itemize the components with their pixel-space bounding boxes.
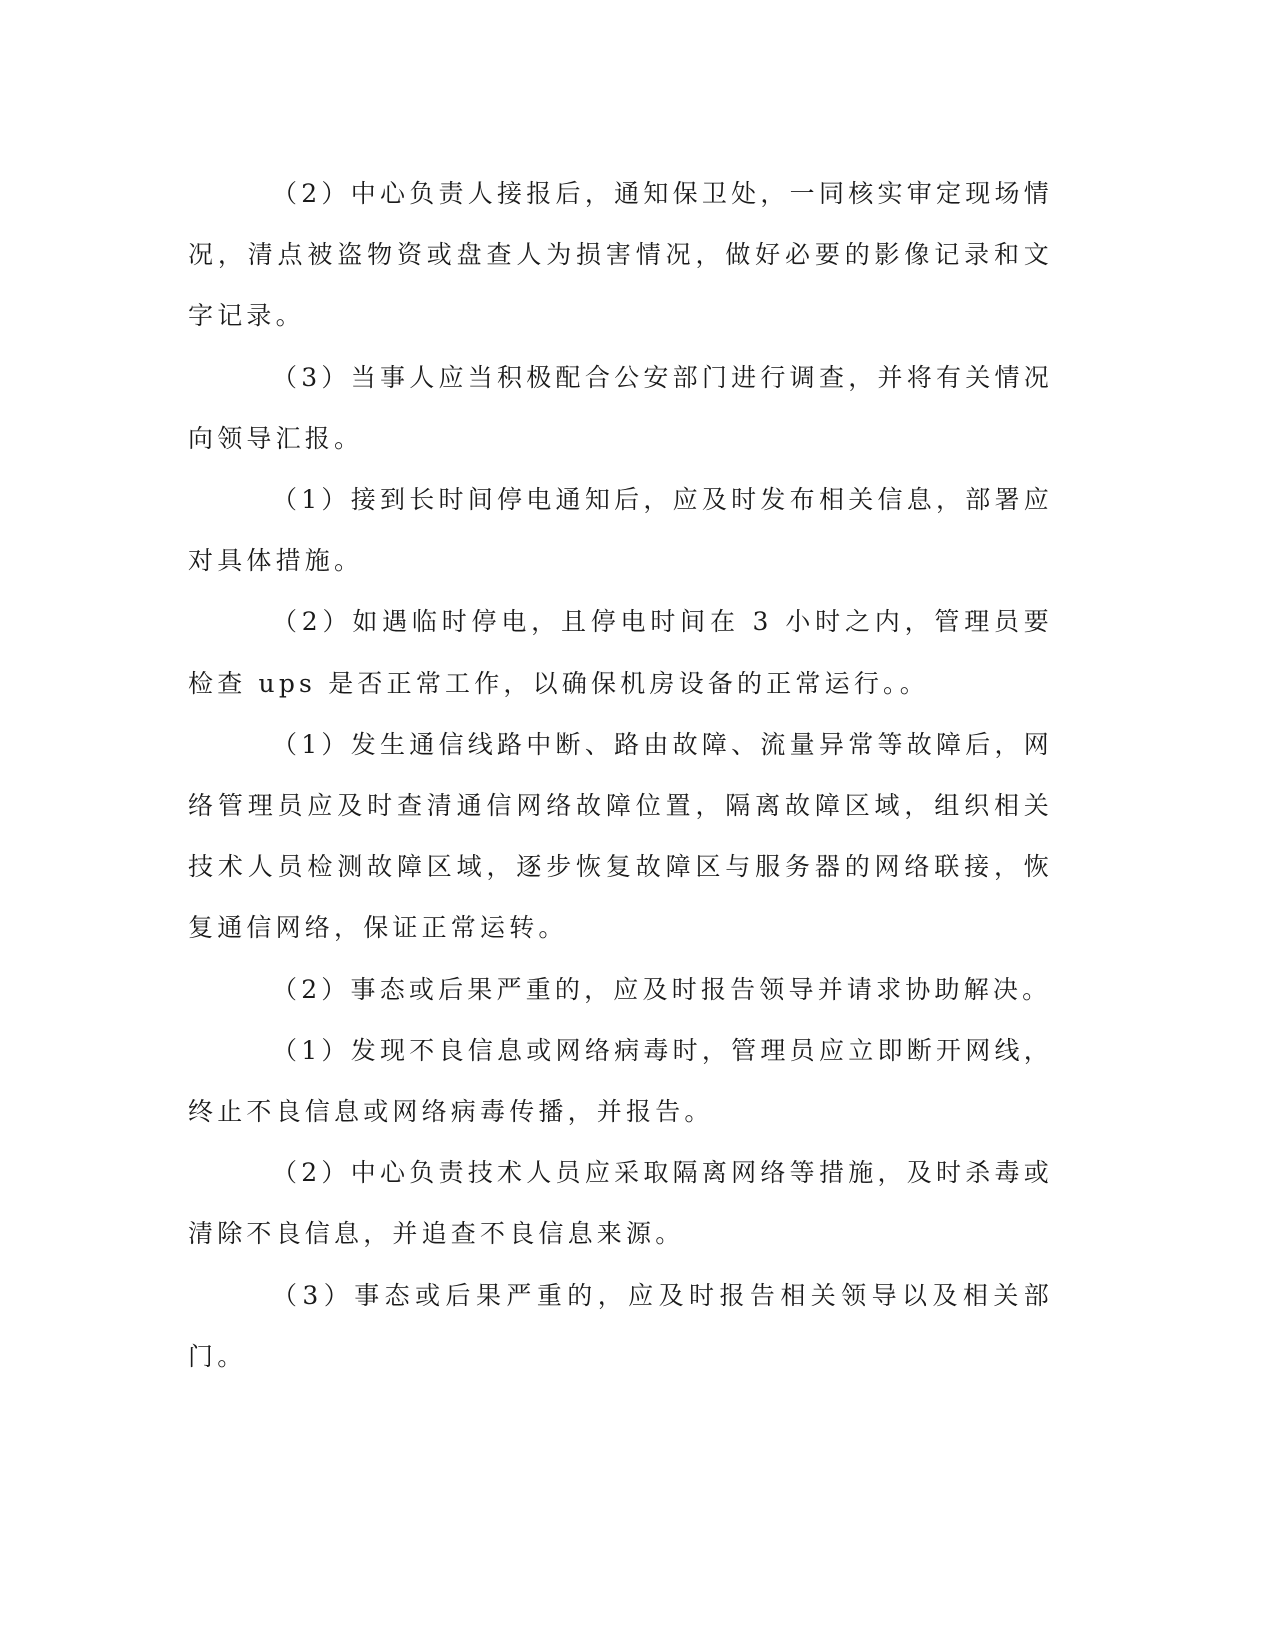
document-body	[188, 163, 1053, 1387]
paragraph-5: （1）发生通信线路中断、路由故障、流量异常等故障后，网络管理员应及时查清通信网络故障位置，隔离故障区域，组织相关技术人员检测故障区域，逐步恢复故障区与服务器的网络联接，恢复通信网络，保证正常运转。	[188, 729, 1053, 943]
paragraph-8: （2）中心负责技术人员应采取隔离网络等措施，及时杀毒或清除不良信息，并追查不良信息来源。	[188, 1158, 1053, 1249]
paragraph-9: （3）事态或后果严重的，应及时报告相关领导以及相关部门。	[188, 1280, 1053, 1371]
paragraph-1: （2）中心负责人接报后，通知保卫处，一同核实审定现场情况，清点被盗物资或盘查人为损害情况，做好必要的影像记录和文字记录。	[188, 179, 1053, 331]
paragraph-4: （2）如遇临时停电，且停电时间在 3 小时之内，管理员要检查 ups 是否正常工作，以确保机房设备的正常运行。。	[188, 607, 1053, 698]
paragraph-2: （3）当事人应当积极配合公安部门进行调查，并将有关情况向领导汇报。	[188, 362, 1053, 453]
paragraph-3: （1）接到长时间停电通知后，应及时发布相关信息，部署应对具体措施。	[188, 485, 1053, 576]
paragraph-7: （1）发现不良信息或网络病毒时，管理员应立即断开网线，终止不良信息或网络病毒传播，并报告。	[188, 1035, 1053, 1127]
paragraph-6: （2）事态或后果严重的，应及时报告领导并请求协助解决。	[272, 974, 1052, 1004]
